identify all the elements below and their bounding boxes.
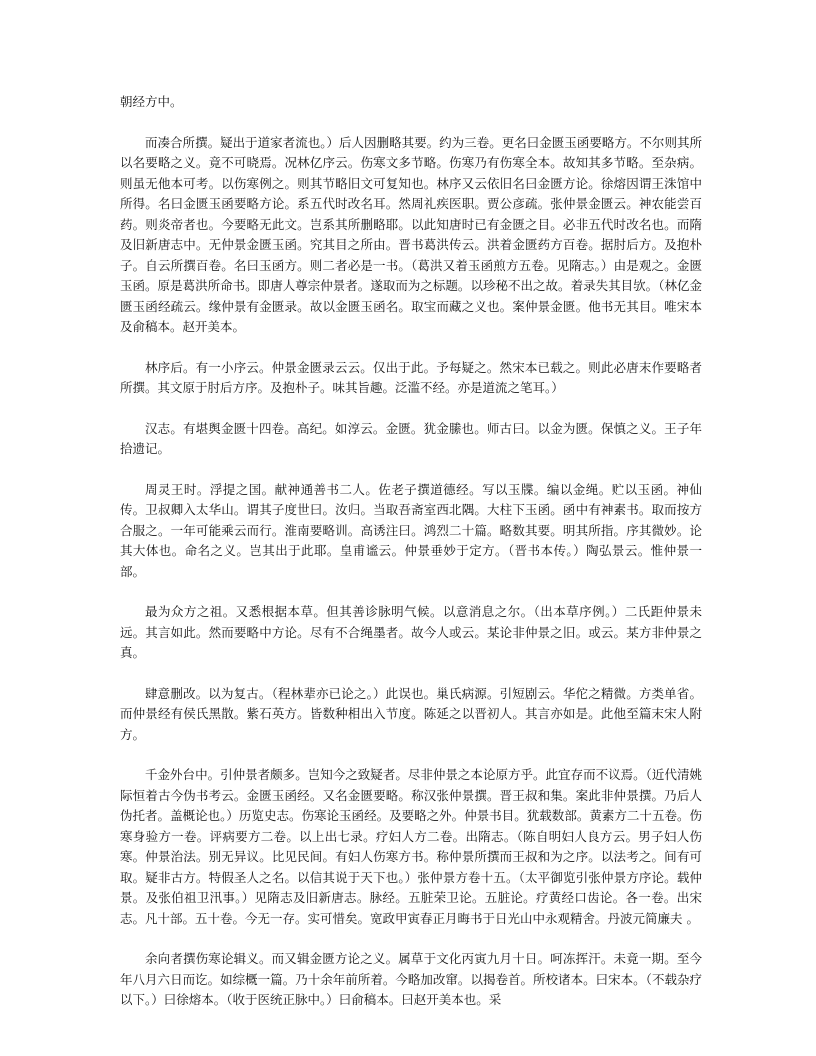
paragraph: 最为众方之祖。又悉根据本草。但其善诊脉明气候。以意消息之尔。（出本草序例。）二氏距仲景未远。其言如此。然而要略中方论。尽有不合绳墨者。故今人或云。某论非仲景之旧。或云。某方非仲景之真。 (120, 604, 702, 660)
document-page (120, 92, 702, 1031)
paragraph: 肆意删改。以为复古。（程林辈亦已论之。）此误也。巢氏病源。引短剧云。华佗之精微。方类单省。而仲景经有侯氏黑散。紫石英方。皆数种相出入节度。陈延之以晋初人。其言亦如是。此他至篇末宋人附方。 (120, 685, 702, 742)
paragraph-continuation: 朝经方中。 (120, 94, 183, 109)
paragraph: 而凑合所撰。疑出于道家者流也。）后人因删略其要。约为三卷。更名曰金匮玉函要略方。不尔则其所以名要略之义。竟不可晓焉。况林亿序云。伤寒文多节略。伤寒乃有伤寒全本。故知其多节略。至杂病。则虽无他本可考。以伤寒例之。则其节略旧文可复知也。林序又云依旧名曰金匮方论。徐熔因谓王洙馆中所得。名曰金匮玉函要略方论。系五代时改名耳。然周礼疾医职。贾公彦疏。张仲景金匮云。神农能尝百药。则炎帝者也。今要略无此文。岂系其所删略耶。以此知唐时已有金匮之目。必非五代时改名也。而隋及旧新唐志中。无仲景金匮玉函。究其目之所由。晋书葛洪传云。洪着金匮药方百卷。据肘后方。及抱朴子。自云所撰百卷。名曰玉函方。则二者必是一书。（葛洪又着玉函煎方五卷。见隋志。）由是观之。金匮玉函。原是葛洪所命书。即唐人尊宗仲景者。遂取而为之标题。以珍秘不出之故。着录失其目欤。（林亿金匮玉函经疏云。缘仲景有金匮录。故以金匮玉函名。取宝而藏之义也。案仲景金匮。他书无其目。唯宋本及俞稿本。赵开美本。 (120, 134, 702, 334)
paragraph: 周灵王时。浮提之国。献神通善书二人。佐老子撰道德经。写以玉牒。编以金绳。贮以玉函。神仙传。卫叔卿入太华山。谓其子度世曰。汝归。当取吾斋室西北隅。大柱下玉函。函中有神素书。取而按方合服之。一年可能乘云而行。淮南要略训。高诱注曰。鸿烈二十篇。略数其要。明其所指。序其微妙。论其大体也。命名之义。岂其出于此耶。皇甫谧云。仲景垂妙于定方。（晋书本传。）陶弘景云。惟仲景一部。 (120, 481, 702, 579)
paragraph: 汉志。有堪舆金匮十四卷。高纪。如淳云。金匮。犹金縢也。师古曰。以金为匮。保慎之义。王子年拾遗记。 (120, 420, 702, 456)
paragraph: 林序后。有一小序云。仲景金匮录云云。仅出于此。予每疑之。然宋本已载之。则此必唐末作要略者所撰。其文原于肘后方序。及抱朴子。味其旨趣。泛滥不经。亦是道流之笔耳。） (120, 359, 702, 395)
paragraph: 余向者撰伤寒论辑义。而又辑金匮方论之义。属草于文化丙寅九月十日。呵冻挥汗。未竟一期。至今年八月六日而讫。如综概一篇。乃十余年前所着。今略加改窜。以揭卷首。所校诸本。曰宋本。（不载杂疗以下。）曰徐熔本。（收于医统正脉中。）曰俞稿本。曰赵开美本也。采 (120, 951, 702, 1007)
paragraph: 千金外台中。引仲景者颇多。岂知今之致疑者。尽非仲景之本论原方乎。此宜存而不议焉。（近代清姚际恒着古今伪书考云。金匮玉函经。又名金匮要略。称汉张仲景撰。晋王叔和集。案此非仲景撰。乃后人伪托者。盖概论也。）历览史志。伤寒论玉函经。及要略之外。仲景书目。犹载数部。黄素方二十五卷。伤寒身验方一卷。评病要方二卷。以上出七录。疗妇人方二卷。出隋志。（陈自明妇人良方云。男子妇人伤寒。仲景治法。别无异议。比见民间。有妇人伤寒方书。称仲景所撰而王叔和为之序。以法考之。间有可取。疑非古方。特假圣人之名。以信其说于天下也。）张仲景方卷十五。（太平御览引张仲景方序论。载仲景。及张伯祖卫汛事。）见隋志及旧新唐志。脉经。五脏荣卫论。五脏论。疗黄经口齿论。各一卷。出宋志。凡十部。五十卷。今无一存。实可惜矣。宽政甲寅春正月晦书于日光山中永观精舍。丹波元简廉夫 。 (120, 767, 702, 926)
